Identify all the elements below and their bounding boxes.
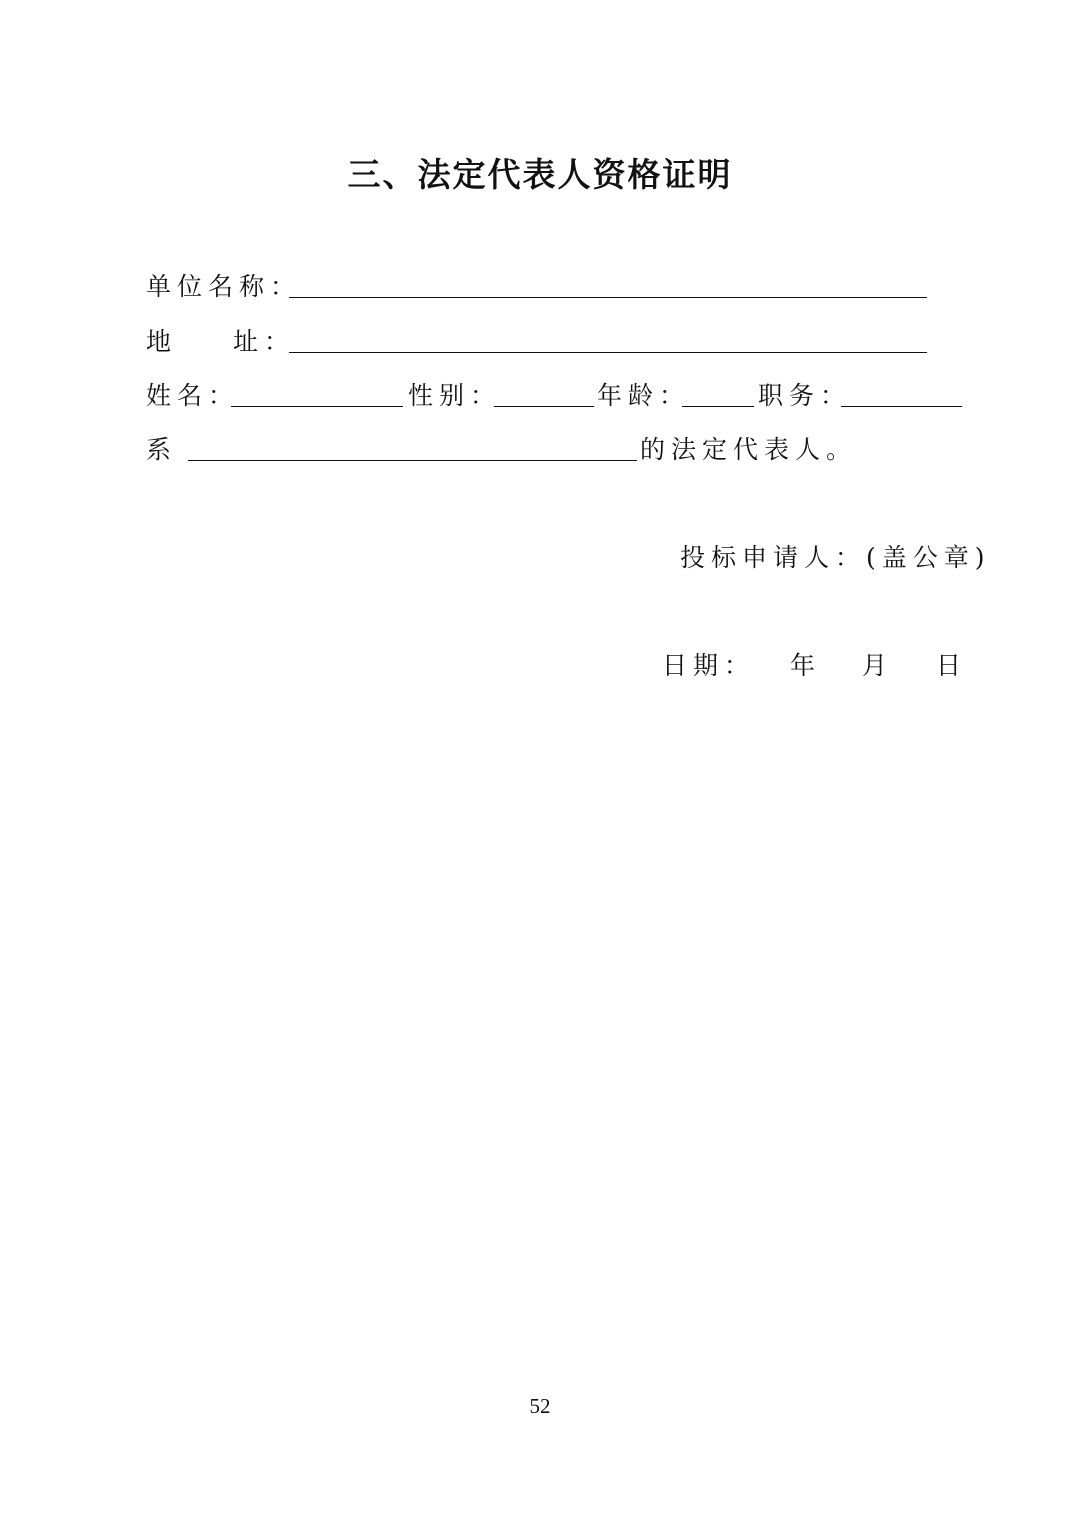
day-label: 日 <box>936 651 968 680</box>
page-title: 三、法定代表人资格证明 <box>347 155 733 194</box>
relation-suffix: 的法定代表人。 <box>640 435 858 464</box>
unit-name-label: 单位名称： <box>146 272 302 301</box>
gender-blank[interactable] <box>494 406 594 407</box>
address-label-left: 地 <box>146 327 178 356</box>
relation-prefix: 系 <box>146 435 178 464</box>
position-label: 职务： <box>758 381 852 410</box>
date-label: 日期： <box>662 651 756 680</box>
gender-label: 性别： <box>408 381 502 410</box>
unit-name-blank[interactable] <box>289 297 927 298</box>
age-label: 年龄： <box>597 381 691 410</box>
address-blank[interactable] <box>289 352 927 353</box>
name-label: 姓名： <box>146 381 240 410</box>
applicant-seal-label: 投标申请人：(盖公章) <box>680 543 991 572</box>
year-label: 年 <box>790 651 822 680</box>
position-blank[interactable] <box>841 406 962 407</box>
relation-blank[interactable] <box>188 460 637 461</box>
page-number: 52 <box>529 1394 551 1418</box>
address-label-right: 址： <box>233 327 296 356</box>
age-blank[interactable] <box>682 406 754 407</box>
name-blank[interactable] <box>231 406 403 407</box>
month-label: 月 <box>862 651 894 680</box>
